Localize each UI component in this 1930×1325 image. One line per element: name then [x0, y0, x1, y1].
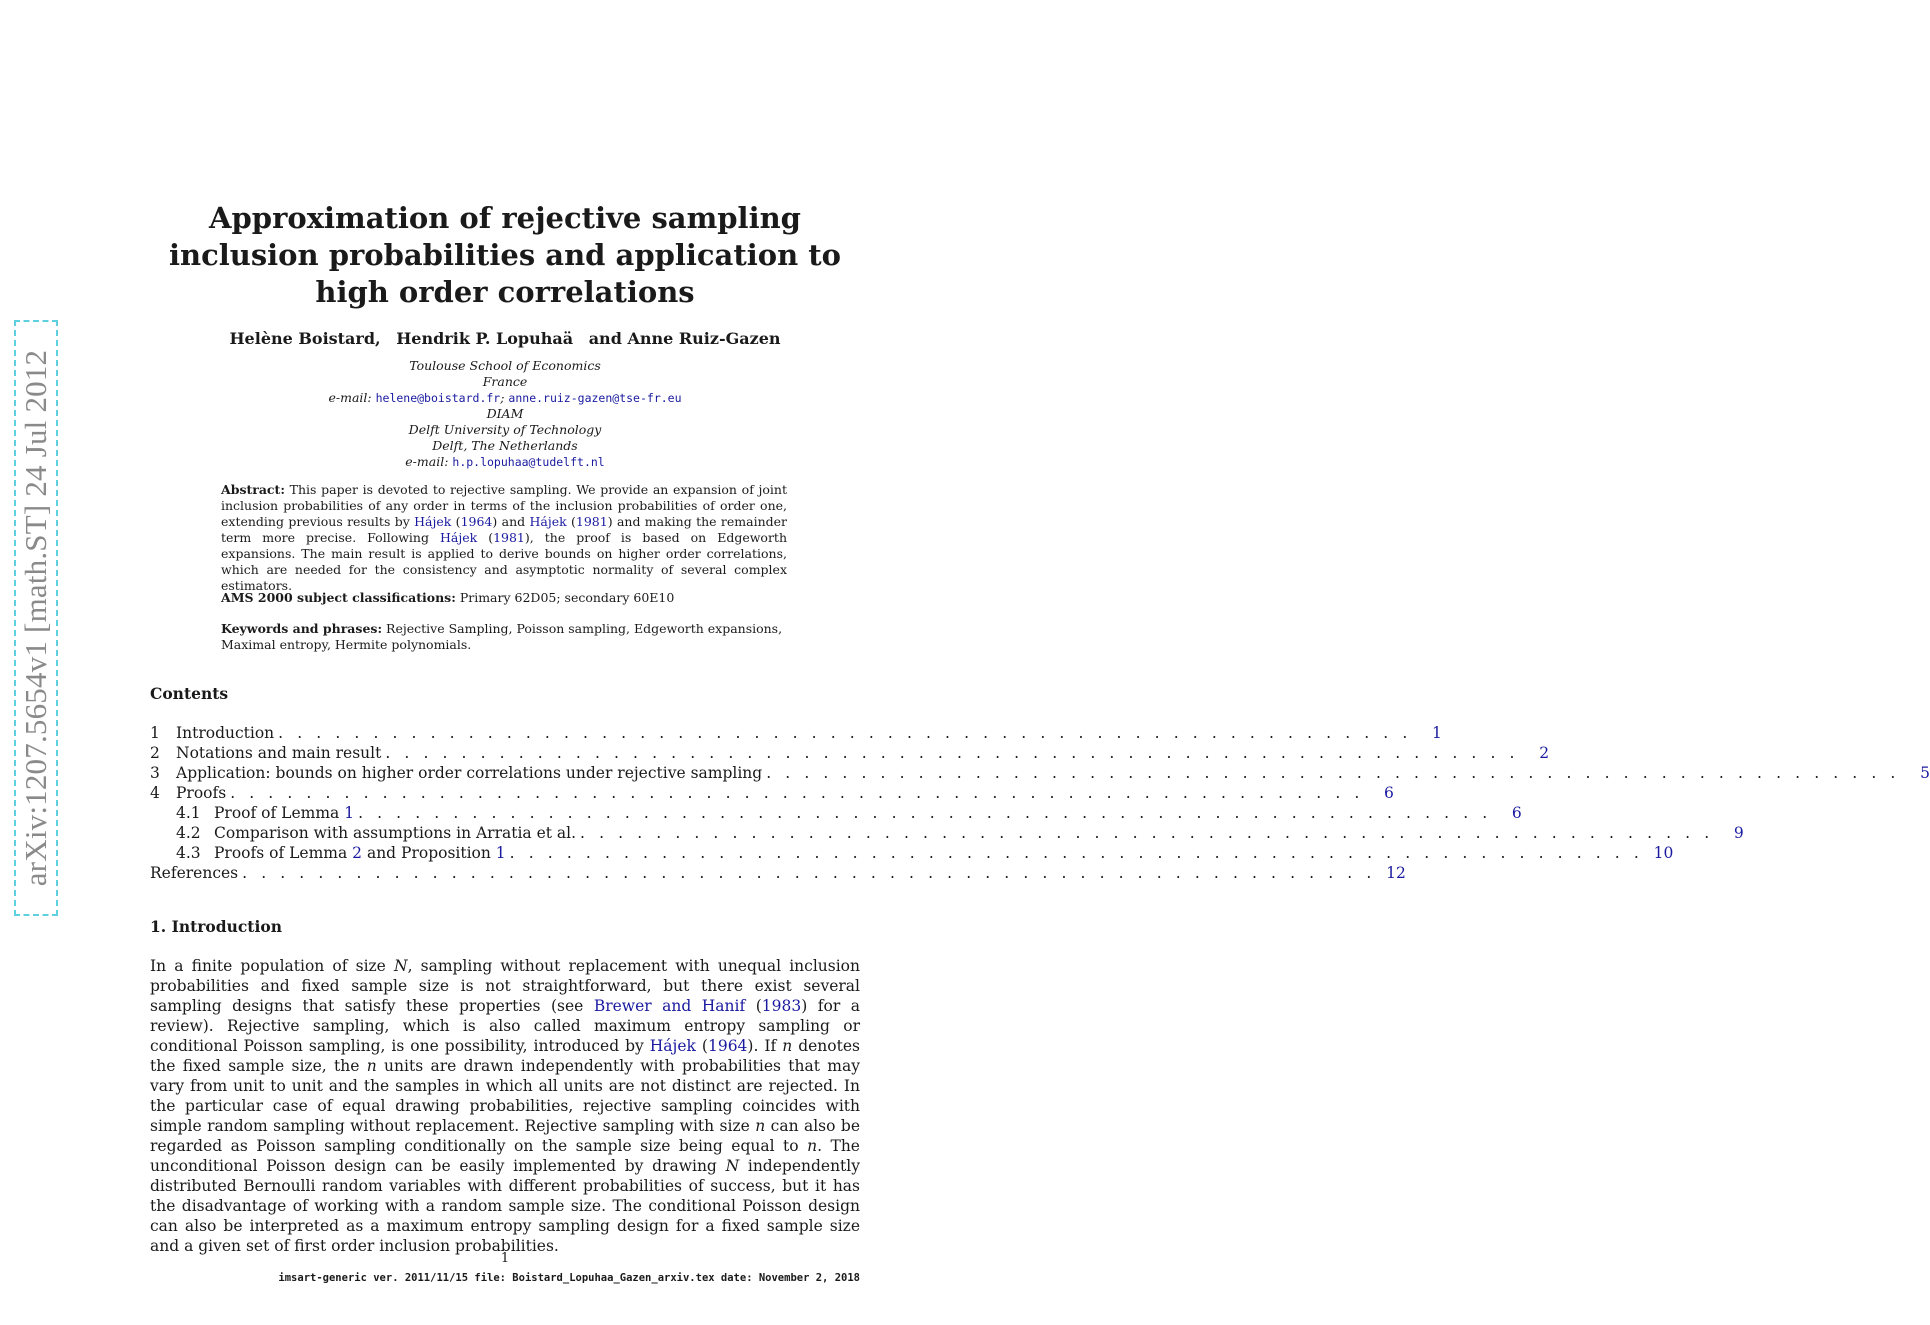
keywords-label: Keywords and phrases: [221, 621, 383, 636]
toc-leader: . . . . . . . . . . . . . . . . . . . . . . . . . . . . . . . . . . . . . . . . . . . . . . . . . . . . . . . . . . . . [385, 744, 1520, 762]
toc-number: 1 [150, 724, 160, 742]
toc-leader: . . . . . . . . . . . . . . . . . . . . . . . . . . . . . . . . . . . . . . . . . . . . . . . . . . . . . . . . . . . . [766, 764, 1900, 782]
toc-entry[interactable] [150, 743, 1550, 763]
toc-entry[interactable] [150, 823, 1744, 843]
ref-year-1981[interactable]: 1981 [575, 514, 608, 529]
toc-leader: . . . . . . . . . . . . . . . . . . . . . . . . . . . . . . . . . . . . . . . . . . . . . . . . . . . . . . . . . . . . [230, 784, 1364, 802]
abstract-label: Abstract: [221, 482, 285, 497]
toc-entry[interactable] [150, 803, 1522, 823]
affiliation-university: Delft University of Technology [408, 422, 602, 437]
toc-page-link[interactable]: 12 [1386, 864, 1406, 882]
toc-page-link[interactable]: 1 [1432, 724, 1442, 742]
ref-proposition-link[interactable]: 1 [495, 844, 506, 862]
toc-leader: . . . . . . . . . . . . . . . . . . . . . . . . . . . . . . . . . . . . . . . . . . . . . . . . . . . . . . . . . . . . [358, 804, 1492, 822]
ref-lemma-link[interactable]: 1 [344, 804, 355, 822]
toc-leader: . . . . . . . . . . . . . . . . . . . . . . . . . . . . . . . . . . . . . . . . . . . . . . . . . . . . . . . . . . . . [278, 724, 1412, 742]
toc-label: Introduction [176, 724, 275, 742]
ams-text: Primary 62D05; secondary 60E10 [459, 590, 675, 605]
section-heading: 1. Introduction [150, 917, 282, 936]
toc-leader: . . . . . . . . . . . . . . . . . . . . . . . . . . . . . . . . . . . . . . . . . . . . . . . . . . . . . . . . . . . . [580, 824, 1714, 842]
toc-number: 4.2 [176, 824, 201, 842]
ref-hajek-1981[interactable]: Hájek [529, 514, 567, 529]
abstract-text-3: , the proof is based on Edgeworth expansions. The main result is applied to derive bounds on higher order correlations, which are needed for the consistency and asymptotic normality of several complex estimators. [221, 530, 787, 593]
ams-classification [221, 590, 674, 605]
author-lopuhaa: Hendrik P. Lopuhaä [396, 329, 574, 348]
keywords-text: Rejective Sampling, Poisson sampling, Edgeworth expansions, Maximal entropy, Hermite polynomials. [221, 621, 783, 652]
author-list [150, 329, 860, 348]
toc-entry[interactable] [150, 783, 1394, 803]
toc-label: Proof of Lemma 1 [214, 804, 355, 822]
ref-brewer-hanif[interactable]: Brewer and Hanif [593, 997, 746, 1015]
toc-number: 4.1 [176, 804, 201, 822]
paper-title: Approximation of rejective sampling inclusion probabilities and application to high order correlations [168, 201, 842, 309]
toc-page-link[interactable]: 9 [1733, 824, 1744, 842]
table-of-contents [150, 723, 1930, 883]
toc-page-link[interactable]: 6 [1511, 804, 1522, 822]
ref-year-1964[interactable]: 1964 [460, 514, 493, 529]
affiliations [150, 358, 860, 470]
toc-label: Application: bounds on higher order correlations under rejective sampling [176, 764, 763, 782]
toc-label: References [150, 864, 239, 882]
contents-heading: Contents [150, 684, 229, 703]
affiliation-country: France [482, 374, 528, 389]
toc-leader: . . . . . . . . . . . . . . . . . . . . . . . . . . . . . . . . . . . . . . . . . . . . . . . . . . . . . . . . . . . . [509, 844, 1644, 862]
abstract-text-1: This paper is devoted to rejective sampling. We provide an expansion of joint inclusion probabilities of any order in terms of the inclusion probabilities of order one, extending previous results by [221, 482, 787, 529]
toc-page-link[interactable]: 5 [1920, 764, 1930, 782]
ref-lemma-link[interactable]: 2 [352, 844, 363, 862]
abstract-and: and [497, 514, 530, 529]
toc-page-link[interactable]: 10 [1653, 844, 1674, 862]
email-line-2 [150, 454, 860, 470]
author-ruiz-gazen: and Anne Ruiz-Gazen [588, 329, 781, 348]
affiliation-school: Toulouse School of Economics [409, 358, 601, 373]
keywords [221, 621, 787, 653]
author-boistard: Helène Boistard, [229, 329, 381, 348]
ref-year-1983[interactable]: 1983 [761, 997, 802, 1015]
email-line-1: e-mail: helene@boistard.fr; anne.ruiz-gazen@tse-fr.eu [328, 390, 682, 405]
email-link-boistard[interactable]: helene@boistard.fr [375, 391, 501, 405]
ref-hajek[interactable]: Hájek [649, 1037, 696, 1055]
affiliation-city: Delft, The Netherlands [432, 438, 578, 453]
ref-year-1981-b[interactable]: 1981 [493, 530, 525, 545]
toc-label: Notations and main result [176, 744, 382, 762]
toc-number: 3 [150, 764, 160, 782]
page-number: 1 [500, 1251, 510, 1266]
toc-entry[interactable] [150, 843, 1674, 863]
abstract: Abstract: This paper is devoted to rejective sampling. We provide an expansion of joint inclusion probabilities of any order in terms of the inclusion probabilities of order one, extending previous results by Hájek (1964) and Hájek (1981) and making the remainder term more precise. Following Hájek (1981), the proof is based on Edgeworth expansions. The main result is applied to derive bounds on higher order correlations, which are needed for the consistency and asymptotic normality of several complex estimators. [221, 482, 787, 593]
ref-hajek-1964[interactable]: Hájek [414, 514, 452, 529]
toc-label: Proofs [176, 784, 227, 802]
email-label-2: e-mail: [405, 454, 449, 469]
toc-entry[interactable] [150, 863, 1406, 883]
affiliation-diam: DIAM [486, 406, 524, 421]
toc-number: 4 [150, 784, 160, 802]
toc-entry[interactable] [150, 763, 1930, 783]
email-label: e-mail: [328, 390, 372, 405]
toc-label: Proofs of Lemma 2 and Proposition 1 [214, 844, 506, 862]
arxiv-identifier: arXiv:1207.5654v1 [math.ST] 24 Jul 2012 [18, 349, 53, 887]
email-link-lopuhaa[interactable]: h.p.lopuhaa@tudelft.nl [452, 455, 605, 469]
arxiv-stamp [14, 320, 58, 916]
email-link-ruiz-gazen[interactable]: anne.ruiz-gazen@tse-fr.eu [508, 391, 682, 405]
toc-label: Comparison with assumptions in Arratia et al. [214, 824, 577, 842]
toc-number: 4.3 [176, 844, 201, 862]
toc-page-link[interactable]: 6 [1384, 784, 1394, 802]
toc-entry[interactable] [150, 723, 1442, 743]
ref-year-1964[interactable]: 1964 [707, 1037, 748, 1055]
toc-leader: . . . . . . . . . . . . . . . . . . . . . . . . . . . . . . . . . . . . . . . . . . . . . . . . . . . . . . . . . . . . [242, 864, 1376, 882]
ams-label: AMS 2000 subject classifications: [221, 590, 456, 605]
toc-number: 2 [150, 744, 160, 762]
footer-metadata: imsart-generic ver. 2011/11/15 file: Boistard_Lopuhaa_Gazen_arxiv.tex date: November 2, 2018 [278, 1272, 860, 1284]
intro-paragraph: In a finite population of size N, sampling without replacement with unequal inclusion probabilities and fixed sample size is not straightforward, but there exist several sampling designs that satisfy these properties (see Brewer and Hanif (1983) for a review). Rejective sampling, which is also called maximum entropy sampling or conditional Poisson sampling, is one possibility, introduced by Hájek (1964). If n denotes the fixed sample size, the n units are drawn independently with probabilities that may vary from unit to unit and the samples in which all units are not distinct are rejected. In the particular case of equal drawing probabilities, rejective sampling coincides with simple random sampling without replacement. Rejective sampling with size n can also be regarded as Poisson sampling conditionally on the sample size being equal to n. The unconditional Poisson design can be easily implemented by drawing N independently distributed Bernoulli random variables with different probabilities of success, but it has the disadvantage of working with a random sample size. The conditional Poisson design can also be interpreted as a maximum entropy sampling design for a fixed sample size and a given set of first order inclusion probabilities. [150, 957, 861, 1255]
ref-hajek-1981-b[interactable]: Hájek [439, 530, 478, 545]
abstract-text-2: and making the remainder term more precise. Following [221, 514, 787, 545]
toc-page-link[interactable]: 2 [1539, 744, 1550, 762]
